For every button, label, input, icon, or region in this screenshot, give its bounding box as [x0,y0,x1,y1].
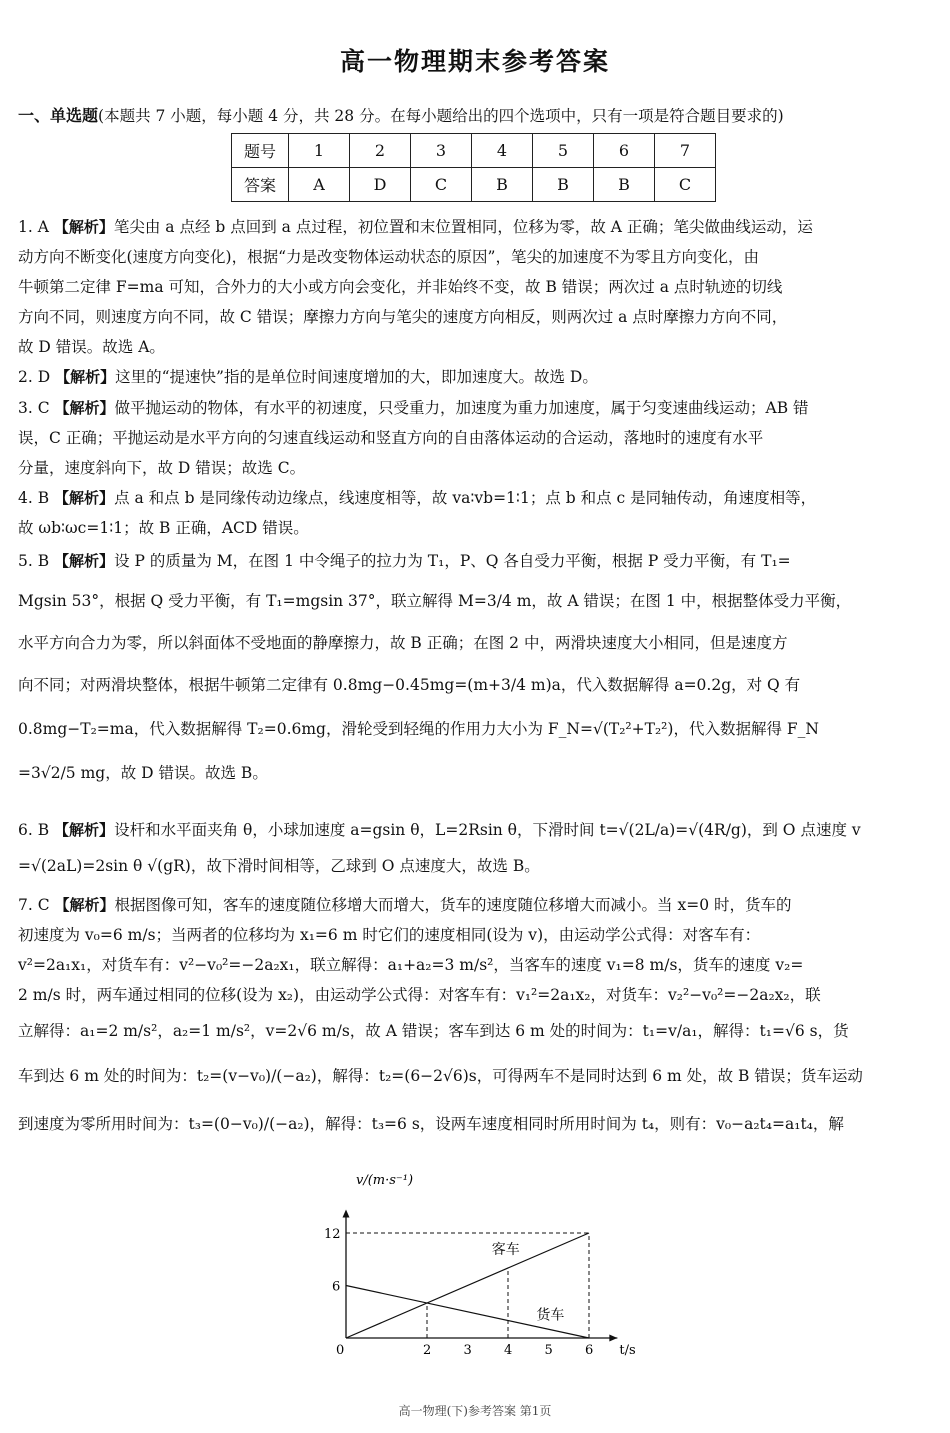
text-line: 2 m/s 时，两车通过相同的位移(设为 x₂)，由运动学公式得：对客车有：v₁²=2a₁x₂，对货车：v₂²−v₀²=−2a₂x₂，联 [18,986,821,1004]
analysis-tag: 【解析】 [54,399,115,417]
text-line: 故 ωb∶ωc=1∶1；故 B 正确，ACD 错误。 [18,519,309,537]
table-cell: 5 [533,134,594,168]
table-header-cell: 题号 [232,134,289,168]
x-tick-label: 2 [423,1343,432,1358]
line-text: 设杆和水平面夹角 θ，小球加速度 a=gsin θ，L=2Rsin θ，下滑时间 t=√(2L/a)=√(4R/g)，到 O 点速度 v [114,821,861,839]
x-tick-label: 3 [463,1343,472,1358]
text-line: 初速度为 v₀=6 m/s；当两者的位移均为 x₁=6 m 时它们的速度相同(设为 v)，由运动学公式得：对客车有： [18,926,761,944]
line-text: 根据图像可知，客车的速度随位移增大而增大，货车的速度随位移增大而减小。当 x=0 时，货车的 [114,896,792,914]
text-line: Mgsin 53°，根据 Q 受力平衡，有 T₁=mgsin 37°，联立解得 M=3/4 m，故 A 错误；在图 1 中，根据整体受力平衡， [18,592,852,610]
x-axis-arrow [609,1335,617,1342]
page-footer: 高一物理(下)参考答案 第1页 [398,1404,552,1418]
line-text: 点 a 和点 b 是同缘传动边缘点，线速度相等，故 va∶vb=1∶1；点 b 和点 c 是同轴传动，角速度相等， [114,489,817,507]
text-line [18,812,932,848]
table-cell: 4 [472,134,533,168]
table-cell: B [594,168,655,202]
section-title: 一、单选题 [18,106,99,125]
text-line: 0.8mg−T₂=ma，代入数据解得 T₂=0.6mg，滑轮受到轻绳的作用力大小为 F_N=√(T₂²+T₂²)，代入数据解得 F_N [18,720,819,738]
y-axis-label: v/(m·s⁻¹) [356,1173,414,1188]
text-line [18,543,932,579]
x-tick-label: 4 [504,1343,513,1358]
table-cell: 3 [411,134,472,168]
text-line: 动方向不断变化(速度方向变化)，根据“力是改变物体运动状态的原因”，笔尖的加速度不为零且方向变化，由 [18,248,759,266]
answer-q1 [18,212,932,362]
answer-label: 4. B [18,489,50,507]
answer-label: 6. B [18,821,50,839]
table-cell: B [472,168,533,202]
table-cell: D [350,168,411,202]
series-label-bus: 客车 [491,1242,520,1258]
text-line [18,393,932,423]
x-tick-label: 5 [544,1343,553,1358]
text-line: 方向不同，则速度方向不同，故 C 错误；摩擦力方向与笔尖的速度方向相反，则两次过 a 点时摩擦力方向不同， [18,308,788,326]
chart-layer [324,1173,636,1358]
y-tick-label: 12 [324,1227,341,1242]
text-line: 分量，速度斜向下，故 D 错误；故选 C。 [18,459,306,477]
series-label-truck: 货车 [536,1307,565,1324]
table-cell: A [289,168,350,202]
y-axis-arrow [343,1210,350,1218]
answer-label: 2. D [18,368,51,386]
answer-label: 3. C [18,399,50,417]
line-text: 做平抛运动的物体，有水平的初速度，只受重力，加速度为重力加速度，属于匀变速曲线运动；AB 错 [114,399,809,417]
answer-q5 [18,543,932,795]
analysis-tag: 【解析】 [55,368,116,386]
text-line: =√(2aL)=2sin θ √(gR)，故下滑时间相等，乙球到 O 点速度大，故选 B。 [18,857,540,875]
line-text: 这里的“提速快”指的是单位时间速度增加的大，即加速度大。故选 D。 [115,368,598,386]
answer-label: 5. B [18,552,50,570]
text-line: 车到达 6 m 处的时间为：t₂=(v−v₀)/(−a₂)，解得：t₂=(6−2√6)s，可得两车不是同时达到 6 m 处，故 B 错误；货车运动 [18,1067,863,1085]
text-line [18,212,932,242]
velocity-time-chart [300,1170,660,1370]
answer-q7 [18,890,932,1148]
answer-label: 1. A [18,218,49,236]
text-line: v²=2a₁x₁，对货车有：v²−v₀²=−2a₂x₁，联立解得：a₁+a₂=3 m/s²，当客车的速度 v₁=8 m/s，货车的速度 v₂= [18,956,804,974]
answer-q3 [18,393,932,483]
text-line: =3√2/5 mg，故 D 错误。故选 B。 [18,764,268,782]
text-line: 水平方向合力为零，所以斜面体不受地面的静摩擦力，故 B 正确；在图 2 中，两滑块速度大小相同，但是速度方 [18,634,788,652]
table-cell: 1 [289,134,350,168]
section-note: (本题共 7 小题，每小题 4 分，共 28 分。在每小题给出的四个选项中，只有一项是符合题目要求的) [98,107,784,125]
analysis-tag: 【解析】 [54,552,115,570]
text-line: 牛顿第二定律 F=ma 可知，合外力的大小或方向会变化，并非始终不变，故 B 错误；两次过 a 点时轨迹的切线 [18,278,783,296]
x-tick-label: 0 [336,1343,345,1358]
section-heading [18,103,938,126]
text-line [18,483,932,513]
answer-q4 [18,483,932,543]
x-tick-label: 6 [585,1343,594,1358]
analysis-tag: 【解析】 [54,821,115,839]
analysis-tag: 【解析】 [54,489,115,507]
table-header-cell: 答案 [232,168,289,202]
line-text: 笔尖由 a 点经 b 点回到 a 点过程，初位置和末位置相同，位移为零，故 A 正确；笔尖做曲线运动，运 [113,218,813,236]
table-cell: 7 [655,134,716,168]
page-title: 高一物理期末参考答案 [339,47,610,76]
answer-q2 [18,362,932,392]
analysis-tag: 【解析】 [53,218,114,236]
answer-label: 7. C [18,896,50,914]
text-line: 误，C 正确；平抛运动是水平方向的匀速直线运动和竖直方向的自由落体运动的合运动，落地时的速度有水平 [18,429,764,447]
text-line: 到速度为零所用时间为：t₃=(0−v₀)/(−a₂)，解得：t₃=6 s，设两车速度相同时所用时间为 t₄，则有：v₀−a₂t₄=a₁t₄，解 [18,1115,844,1133]
table-cell: B [533,168,594,202]
table-row [232,134,716,168]
table-row [232,168,716,202]
text-line: 立解得：a₁=2 m/s²，a₂=1 m/s²，v=2√6 m/s，故 A 错误；客车到达 6 m 处的时间为：t₁=v/a₁，解得：t₁=√6 s，货 [18,1022,849,1040]
answer-table [231,133,716,202]
analysis-tag: 【解析】 [54,896,115,914]
table-cell: 6 [594,134,655,168]
y-tick-label: 6 [332,1279,341,1295]
text-line: 故 D 错误。故选 A。 [18,338,165,356]
text-line: 向不同；对两滑块整体，根据牛顿第二定律有 0.8mg−0.45mg=(m+3/4 m)a，代入数据解得 a=0.2g，对 Q 有 [18,676,801,694]
x-axis-label: t/s [619,1343,636,1358]
answer-q6 [18,812,932,884]
text-line [18,890,932,920]
text-line [18,362,932,392]
table-cell: C [411,168,472,202]
table-cell: C [655,168,716,202]
line-text: 设 P 的质量为 M，在图 1 中令绳子的拉力为 T₁，P、Q 各自受力平衡，根据 P 受力平衡，有 T₁= [114,552,791,570]
table-cell: 2 [350,134,411,168]
